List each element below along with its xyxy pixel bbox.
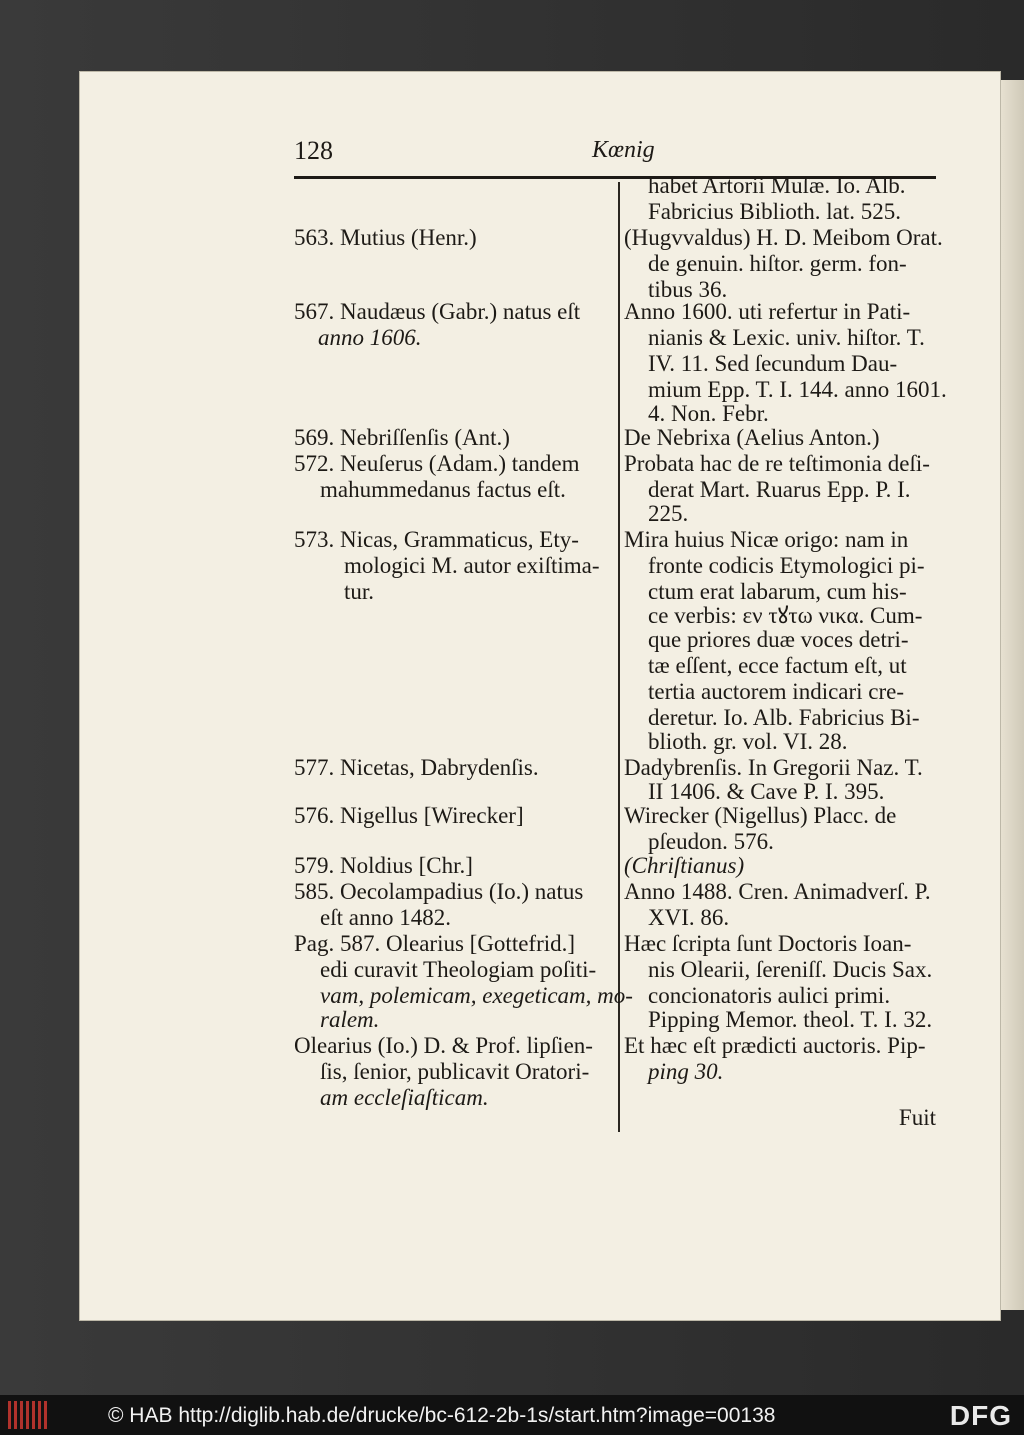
- copyright-url[interactable]: © HAB http://diglib.hab.de/drucke/bc-612-2b-1s/start.htm?image=00138: [108, 1404, 776, 1427]
- entry-line: II 1406. & Cave P. I. 395.: [648, 779, 885, 804]
- entry-line: nianis & Lexic. univ. hiſtor. T.: [648, 325, 925, 350]
- entry-line: Hæc ſcripta ſunt Doctoris Ioan-: [624, 931, 912, 956]
- entry-line: Fabricius Biblioth. lat. 525.: [648, 199, 901, 224]
- entry-line: ralem.: [320, 1007, 380, 1032]
- entry-line: (Chriſtianus): [624, 853, 745, 878]
- entry-line: pſeudon. 576.: [648, 829, 774, 854]
- entry-line: ctum erat labarum, cum his-: [648, 579, 907, 604]
- page-edge: [1000, 80, 1024, 1310]
- entry-line: 579. Noldius [Chr.]: [294, 853, 473, 878]
- entry-line: 577. Nicetas, Dabrydenſis.: [294, 755, 539, 780]
- dfg-logo: DFG: [949, 1400, 1012, 1431]
- entry-line: anno 1606.: [318, 325, 422, 350]
- entry-line: De Nebrixa (Aelius Anton.): [624, 425, 880, 450]
- entry-line: ce verbis: εν τꙋτω νικα. Cum-: [648, 603, 923, 628]
- entry-line: Probata hac de re teſtimonia deſi-: [624, 451, 930, 476]
- entry-line: 225.: [648, 501, 689, 526]
- entry-line: 572. Neuſerus (Adam.) tandem: [294, 451, 580, 476]
- entry-line: Pipping Memor. theol. T. I. 32.: [648, 1007, 933, 1032]
- entry-line: eſt anno 1482.: [320, 905, 451, 930]
- entry-line: 563. Mutius (Henr.): [294, 225, 477, 250]
- entry-line: 576. Nigellus [Wirecker]: [294, 803, 524, 828]
- entry-line: tur.: [344, 579, 375, 604]
- entry-line: IV. 11. Sed ſecundum Dau-: [648, 351, 898, 376]
- entry-line: tæ eſſent, ecce factum eſt, ut: [648, 653, 907, 678]
- viewer-footer: [0, 1395, 1024, 1435]
- entry-line: ſis, ſenior, publicavit Oratori-: [320, 1059, 590, 1084]
- entry-line: Pag. 587. Olearius [Gottefrid.]: [294, 931, 576, 956]
- entry-line: que priores duæ voces detri-: [648, 627, 909, 652]
- entry-line: Wirecker (Nigellus) Placc. de: [624, 803, 897, 828]
- entry-line: mahummedanus factus eſt.: [320, 477, 566, 502]
- entry-line: vam, polemicam, exegeticam, mo-: [320, 983, 633, 1008]
- entry-line: XVI. 86.: [648, 905, 730, 930]
- entry-line: ping 30.: [648, 1059, 724, 1084]
- entry-line: 569. Nebriſſenſis (Ant.): [294, 425, 510, 450]
- entry-line: edi curavit Theologiam poſiti-: [320, 957, 597, 982]
- catchword: Fuit: [898, 1105, 936, 1130]
- entry-line: de genuin. hiſtor. germ. fon-: [648, 251, 907, 276]
- entry-line: derat Mart. Ruarus Epp. P. I.: [648, 477, 911, 502]
- entry-line: 4. Non. Febr.: [648, 401, 769, 426]
- entry-line: concionatoris aulici primi.: [648, 983, 891, 1008]
- running-head: Kœnig: [592, 137, 655, 163]
- hab-logo-icon: [8, 1401, 48, 1429]
- entry-line: 573. Nicas, Grammaticus, Ety-: [294, 527, 579, 552]
- entry-line: 585. Oecolampadius (Io.) natus: [294, 879, 584, 904]
- entry-line: mologici M. autor exiſtima-: [344, 553, 600, 578]
- entry-line: tibus 36.: [648, 277, 728, 302]
- entry-line: Et hæc eſt prædicti auctoris. Pip-: [624, 1033, 926, 1058]
- entry-line: habet Artorii Muſæ. Io. Alb.: [648, 173, 906, 198]
- entry-line: tertia auctorem indicari cre-: [648, 679, 905, 704]
- entry-line: mium Epp. T. I. 144. anno 1601.: [648, 377, 947, 402]
- entry-line: 567. Naudæus (Gabr.) natus eſt: [294, 299, 581, 324]
- entry-line: Anno 1600. uti refertur in Pati-: [624, 299, 911, 324]
- entry-line: am eccleſiaſticam.: [320, 1085, 489, 1110]
- entry-line: Dadybrenſis. In Gregorii Naz. T.: [624, 755, 923, 780]
- entry-line: Olearius (Io.) D. & Prof. lipſien-: [294, 1033, 593, 1058]
- entry-line: (Hugvvaldus) H. D. Meibom Orat.: [624, 225, 943, 250]
- entry-line: Anno 1488. Cren. Animadverſ. P.: [624, 879, 931, 904]
- entry-line: nis Olearii, ſereniſſ. Ducis Sax.: [648, 957, 933, 982]
- entry-line: blioth. gr. vol. VI. 28.: [648, 729, 848, 754]
- entry-line: deretur. Io. Alb. Fabricius Bi-: [648, 705, 920, 730]
- book-page: [80, 72, 1000, 1320]
- page-number: 128: [294, 136, 333, 165]
- entry-line: Mira huius Nicæ origo: nam in: [624, 527, 909, 552]
- entry-line: fronte codicis Etymologici pi-: [648, 553, 925, 578]
